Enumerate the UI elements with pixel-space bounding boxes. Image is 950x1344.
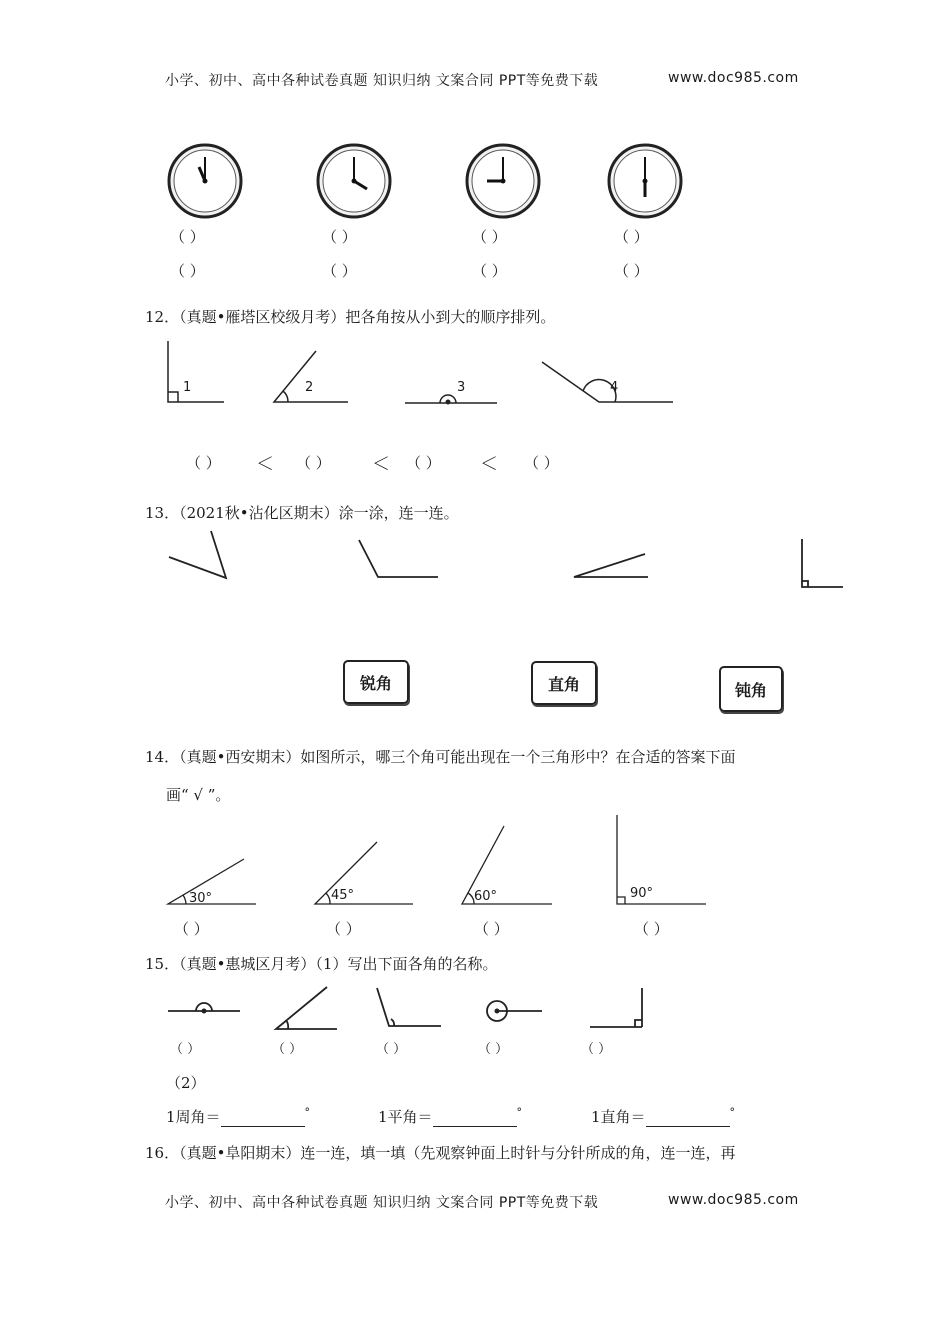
angle-label-1: 1 bbox=[183, 380, 192, 395]
fill-right-angle: 1直角＝ ° bbox=[591, 1106, 736, 1126]
box-acute-angle[interactable]: 锐角 bbox=[343, 660, 409, 704]
order-blank-3[interactable]: （ ） bbox=[406, 454, 441, 472]
box-obtuse-angle[interactable]: 钝角 bbox=[719, 666, 783, 712]
box-right-angle[interactable]: 直角 bbox=[531, 661, 597, 705]
angle-60-label: 60° bbox=[474, 889, 498, 904]
clock-1 bbox=[169, 145, 241, 217]
q16-text: 16．（真题•阜阳期末）连一连，填一填（先观察钟面上时针与分针所成的角，连一连，再 bbox=[145, 1144, 736, 1162]
lt-sign-3: ＜ bbox=[480, 454, 498, 475]
angle-label-2: 2 bbox=[305, 380, 314, 395]
clock-4-blank-b[interactable]: （ ） bbox=[614, 262, 649, 280]
q15-angles bbox=[168, 987, 642, 1029]
order-blank-4[interactable]: （ ） bbox=[524, 454, 559, 472]
clock-1-blank-b[interactable]: （ ） bbox=[170, 262, 205, 280]
fill-full-angle-blank[interactable] bbox=[221, 1112, 305, 1127]
footer-site: www.doc985.com bbox=[668, 1192, 799, 1208]
lt-sign-1: ＜ bbox=[256, 454, 274, 475]
q14-angles bbox=[168, 815, 706, 904]
q14-blank-4[interactable]: （ ） bbox=[634, 920, 669, 938]
lt-sign-2: ＜ bbox=[372, 454, 390, 475]
order-blank-1[interactable]: （ ） bbox=[186, 454, 221, 472]
q12-angles bbox=[168, 341, 673, 403]
clock-2 bbox=[318, 145, 390, 217]
fill-right-angle-blank[interactable] bbox=[646, 1112, 730, 1127]
clock-3-blank-b[interactable]: （ ） bbox=[472, 262, 507, 280]
clock-3-blank-a[interactable]: （ ） bbox=[472, 228, 507, 246]
fill-straight-angle-blank[interactable] bbox=[433, 1112, 517, 1127]
clock-3 bbox=[467, 145, 539, 217]
angle-90-label: 90° bbox=[630, 886, 654, 901]
q14-blank-3[interactable]: （ ） bbox=[474, 920, 509, 938]
header-site: www.doc985.com bbox=[668, 70, 799, 86]
header-text: 小学、初中、高中各种试卷真题 知识归纳 文案合同 PPT等免费下载 bbox=[165, 73, 599, 89]
q14-text-2: 画“ √ ”。 bbox=[166, 786, 231, 804]
angle-30-label: 30° bbox=[189, 891, 213, 906]
q15-blank-1[interactable]: （ ） bbox=[170, 1042, 201, 1057]
angle-45-label: 45° bbox=[331, 888, 355, 903]
q15-blank-5[interactable]: （ ） bbox=[581, 1042, 612, 1057]
angle-label-3: 3 bbox=[457, 380, 466, 395]
fill-full-angle: 1周角＝ ° bbox=[166, 1106, 311, 1126]
q14-text: 14．（真题•西安期末）如图所示，哪三个角可能出现在一个三角形中？在合适的答案下面 bbox=[145, 748, 736, 766]
angle-label-4: 4 bbox=[610, 380, 619, 395]
q15-text: 15．（真题•惠城区月考）（1）写出下面各角的名称。 bbox=[145, 955, 498, 973]
q14-blank-1[interactable]: （ ） bbox=[174, 920, 209, 938]
q13-text: 13．（2021秋•沾化区期末）涂一涂，连一连。 bbox=[145, 504, 459, 522]
fill-straight-angle: 1平角＝ ° bbox=[378, 1106, 523, 1126]
clock-2-blank-b[interactable]: （ ） bbox=[322, 262, 357, 280]
q14-blank-2[interactable]: （ ） bbox=[326, 920, 361, 938]
q15-part2: （2） bbox=[166, 1074, 206, 1092]
clock-4-blank-a[interactable]: （ ） bbox=[614, 228, 649, 246]
clock-1-blank-a[interactable]: （ ） bbox=[170, 228, 205, 246]
q15-blank-2[interactable]: （ ） bbox=[272, 1042, 303, 1057]
footer-text: 小学、初中、高中各种试卷真题 知识归纳 文案合同 PPT等免费下载 bbox=[165, 1195, 599, 1211]
q12-text: 12．（真题•雁塔区校级月考）把各角按从小到大的顺序排列。 bbox=[145, 308, 556, 326]
order-blank-2[interactable]: （ ） bbox=[296, 454, 331, 472]
clock-4 bbox=[609, 145, 681, 217]
q15-blank-4[interactable]: （ ） bbox=[478, 1042, 509, 1057]
q15-blank-3[interactable]: （ ） bbox=[376, 1042, 407, 1057]
clock-2-blank-a[interactable]: （ ） bbox=[322, 228, 357, 246]
q13-angles bbox=[169, 531, 843, 587]
